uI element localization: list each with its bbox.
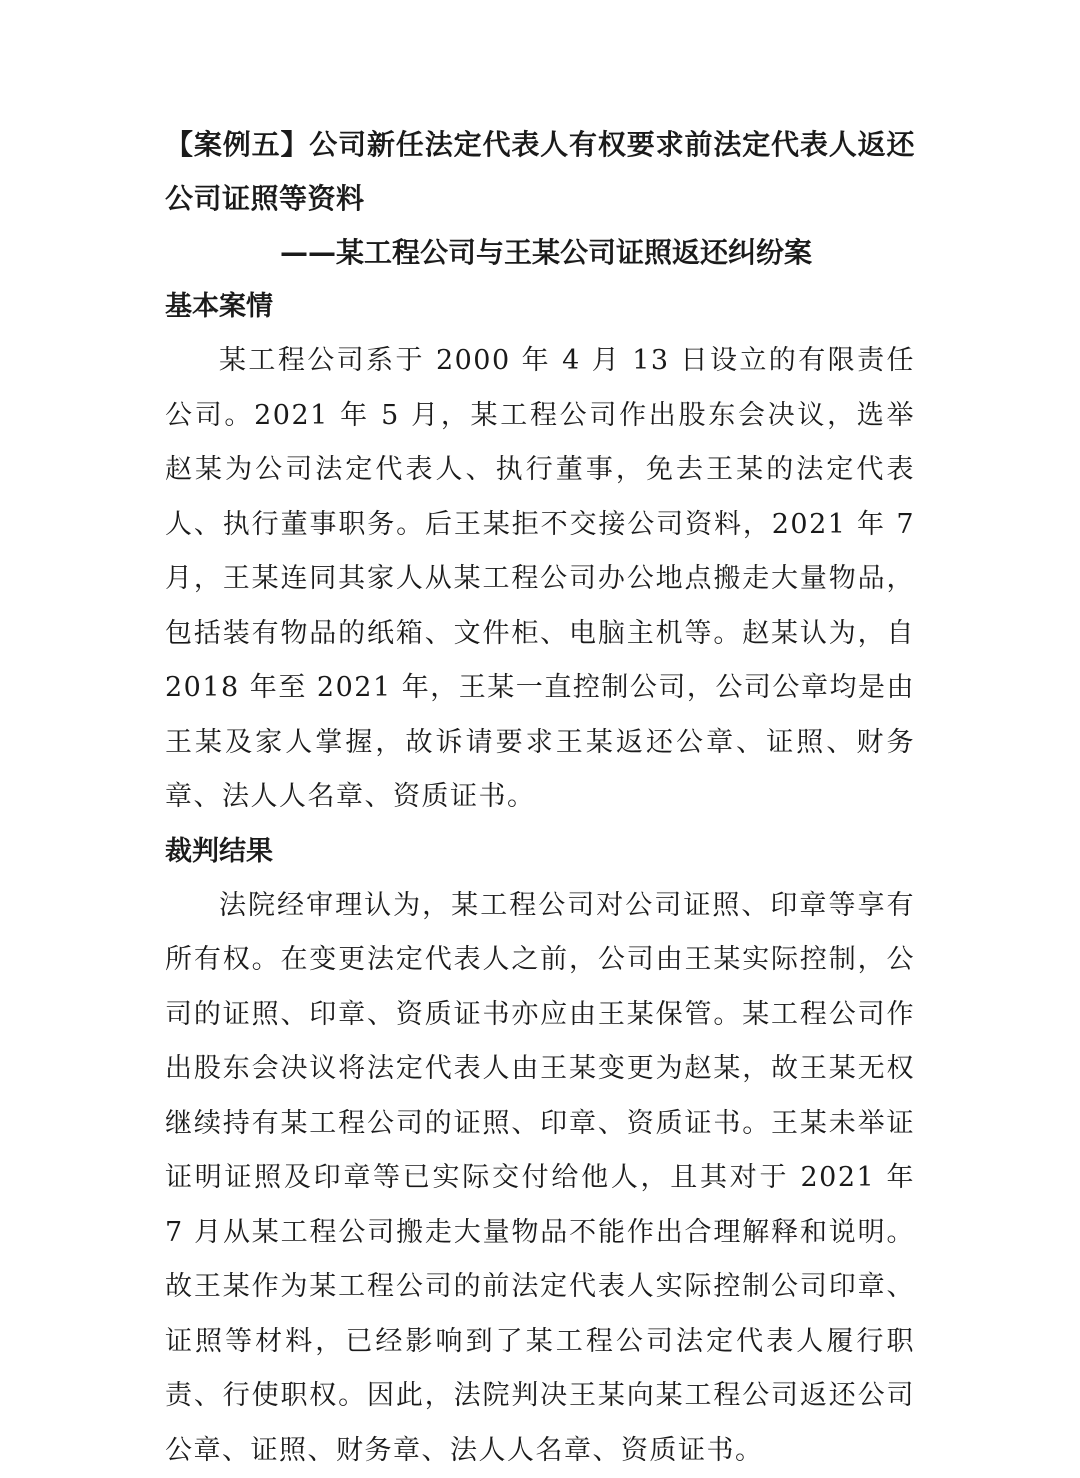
document-page xyxy=(165,118,915,1478)
document-subtitle: ——某工程公司与王某公司证照返还纠纷案 xyxy=(165,226,915,280)
paragraph: 法院经审理认为，某工程公司对公司证照、印章等享有所有权。在变更法定代表人之前，公司由王某实际控制，公司的证照、印章、资质证书亦应由王某保管。某工程公司作出股东会决议将法定代表人由王某变更为赵某，故王某无权继续持有某工程公司的证照、印章、资质证书。王某未举证证明证照及印章等已实际交付给他人，且其对于 2021 年 7 月从某工程公司搬走大量物品不能作出合理解释和说明。故王某作为某工程公司的前法定代表人实际控制公司印章、证照等材料，已经影响到了某工程公司法定代表人履行职责、行使职权。因此，法院判决王某向某工程公司返还公司公章、证照、财务章、法人人名章、资质证书。 xyxy=(165,879,915,1478)
paragraph: 某工程公司系于 2000 年 4 月 13 日设立的有限责任公司。2021 年 5 月，某工程公司作出股东会决议，选举赵某为公司法定代表人、执行董事，免去王某的法定代表人、执行董事职务。后王某拒不交接公司资料，2021 年 7 月，王某连同其家人从某工程公司办公地点搬走大量物品，包括装有物品的纸箱、文件柜、电脑主机等。赵某认为，自 2018 年至 2021 年，王某一直控制公司，公司公章均是由王某及家人掌握，故诉请要求王某返还公章、证照、财务章、法人人名章、资质证书。 xyxy=(165,334,915,825)
section-heading: 基本案情 xyxy=(165,280,915,334)
section-heading: 裁判结果 xyxy=(165,825,915,879)
document-title: 【案例五】公司新任法定代表人有权要求前法定代表人返还公司证照等资料 xyxy=(165,118,915,226)
section-judgment-result xyxy=(165,825,915,1478)
section-basic-facts xyxy=(165,280,915,825)
